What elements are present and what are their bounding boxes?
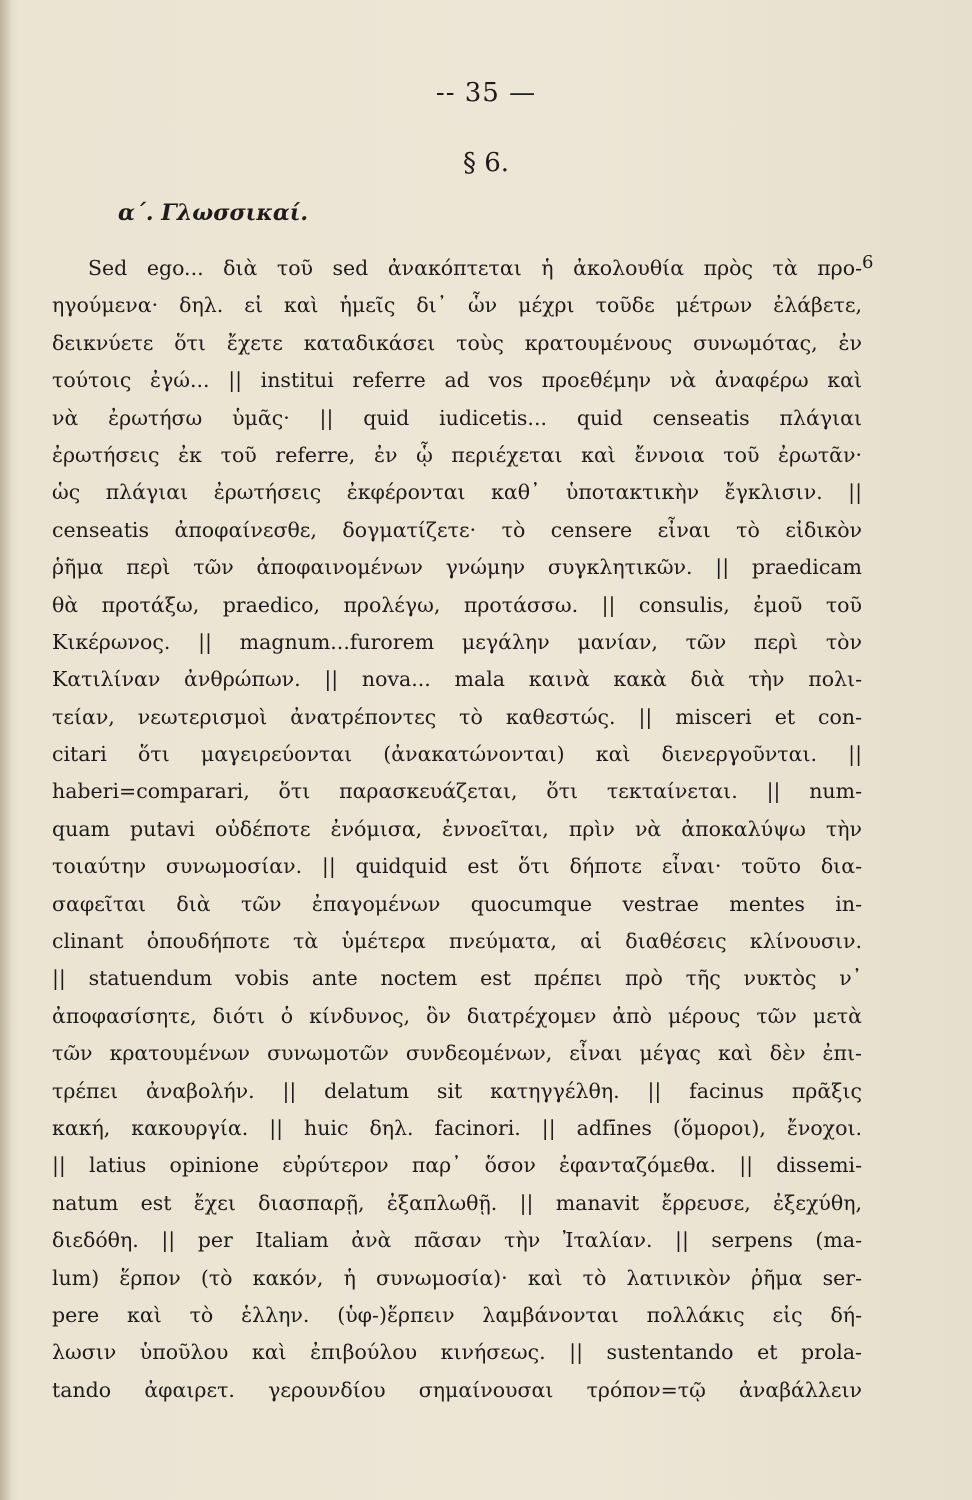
- text-line: Sed ego... διὰ τοῦ sed ἀνακόπτεται ἡ ἀκολουθία πρὸς τὰ προ-: [88, 256, 862, 280]
- text-line: haberi=comparari, ὅτι παρασκευάζεται, ὅτι τεκταίνεται. || num-: [52, 779, 862, 804]
- text-line: λωσιν ὑποῦλου καὶ ἐπιβούλου κινήσεως. || sustentando et prola-: [52, 1340, 862, 1365]
- text-line: δεικνύετε ὅτι ἔχετε καταδικάσει τοὺς κρατουμένους συνωμότας, ἐν: [52, 330, 862, 355]
- text-line: Κατιλίναν ἀνθρώπων. || nova... mala καινὰ κακὰ διὰ τὴν πολι-: [52, 667, 862, 692]
- text-line: τείαν, νεωτερισμοὶ ἀνατρέποντες τὸ καθεστώς. || misceri et con-: [52, 704, 862, 729]
- text-line: ἐρωτήσεις ἐκ τοῦ referre, ἐν ᾧ περιέχεται καὶ ἔννοια τοῦ ἐρωτᾶν·: [52, 442, 862, 467]
- text-line: quam putavi οὐδέποτε ἐνόμισα, ἐννοεῖται, πρὶν νὰ ἀποκαλύψω τὴν: [52, 816, 862, 841]
- text-line: tando ἀφαιρετ. γερουνδίου σημαίνουσαι τρόπον=τῷ ἀναβάλλειν: [52, 1377, 862, 1402]
- section-heading: § 6.: [462, 148, 510, 178]
- text-line: ηγούμενα· δηλ. εἰ καὶ ἡμεῖς δι᾽ ὧν μέχρι τοῦδε μέτρων ἐλάβετε,: [52, 293, 862, 318]
- text-line: τοιαύτην συνωμοσίαν. || quidquid est ὅτι δήποτε εἶναι· τοῦτο δια-: [52, 854, 862, 879]
- text-line: || latius opinione εὐρύτερον παρ᾽ ὅσον ἐφανταζόμεθα. || dissemi-: [52, 1153, 862, 1178]
- commentary-text: [52, 250, 862, 1409]
- text-line: Κικέρωνος. || magnum...furorem μεγάλην μανίαν, τῶν περὶ τὸν: [52, 629, 862, 654]
- text-line: τούτοις ἐγώ... || institui referre ad vos προεθέμην νὰ ἀναφέρω καὶ: [52, 368, 862, 393]
- text-line: θὰ προτάξω, praedico, προλέγω, προτάσσω. || consulis, ἐμοῦ τοῦ: [52, 592, 862, 617]
- page-number: -- 35 —: [435, 78, 537, 108]
- text-line: νὰ ἐρωτήσω ὑμᾶς· || quid iudicetis... quid censeatis πλάγιαι: [52, 405, 862, 430]
- subsection-heading: α΄. Γλωσσικαί.: [118, 200, 309, 226]
- text-line: pere καὶ τὸ ἑλλην. (ὑφ-)ἕρπειν λαμβάνονται πολλάκις εἰς δή-: [52, 1302, 862, 1327]
- text-line: τῶν κρατουμένων συνωμοτῶν συνδεομένων, εἶναι μέγας καὶ δὲν ἐπι-: [52, 1041, 862, 1066]
- text-line: natum est ἔχει διασπαρῇ, ἐξαπλωθῇ. || manavit ἔρρευσε, ἐξεχύθη,: [52, 1190, 862, 1215]
- text-line: σαφεῖται διὰ τῶν ἐπαγομένων quocumque vestrae mentes in-: [52, 891, 862, 916]
- text-line: διεδόθη. || per Italiam ἀνὰ πᾶσαν τὴν Ἰταλίαν. || serpens (ma-: [52, 1228, 862, 1253]
- text-line: κακή, κακουργία. || huic δηλ. facinori. || adfīnes (ὅμοροι), ἔνοχοι.: [52, 1115, 862, 1140]
- text-line: censeatis ἀποφαίνεσθε, δογματίζετε· τὸ censere εἶναι τὸ εἰδικὸν: [52, 517, 862, 542]
- text-line: lum) ἕρπον (τὸ κακόν, ἡ συνωμοσία)· καὶ τὸ λατινικὸν ῥῆμα ser-: [52, 1265, 862, 1290]
- text-line: ὡς πλάγιαι ἐρωτήσεις ἐκφέρονται καθ᾽ ὑποτακτικὴν ἔγκλισιν. ||: [52, 480, 862, 505]
- text-line: clinant ὁπουδήποτε τὰ ὑμέτερα πνεύματα, αἱ διαθέσεις κλίνουσιν.: [52, 929, 862, 954]
- text-line: ῥῆμα περὶ τῶν ἀποφαινομένων γνώμην συγκλητικῶν. || praedicam: [52, 555, 862, 580]
- text-line: τρέπει ἀναβολήν. || delatum sit κατηγγέλθη. || facinus πρᾶξις: [52, 1078, 862, 1103]
- margin-note: 6: [862, 252, 874, 273]
- text-line: || statuendum vobis ante noctem est πρέπει πρὸ τῆς νυκτὸς ν᾽: [52, 966, 862, 991]
- page-binding-edge: [0, 0, 10, 1500]
- text-line: citari ὅτι μαγειρεύονται (ἀνακατώνονται) καὶ διενεργοῦνται. ||: [52, 742, 862, 767]
- text-line: ἀποφασίσητε, διότι ὁ κίνδυνος, ὃν διατρέχομεν ἀπὸ μέρους τῶν μετὰ: [52, 1003, 862, 1028]
